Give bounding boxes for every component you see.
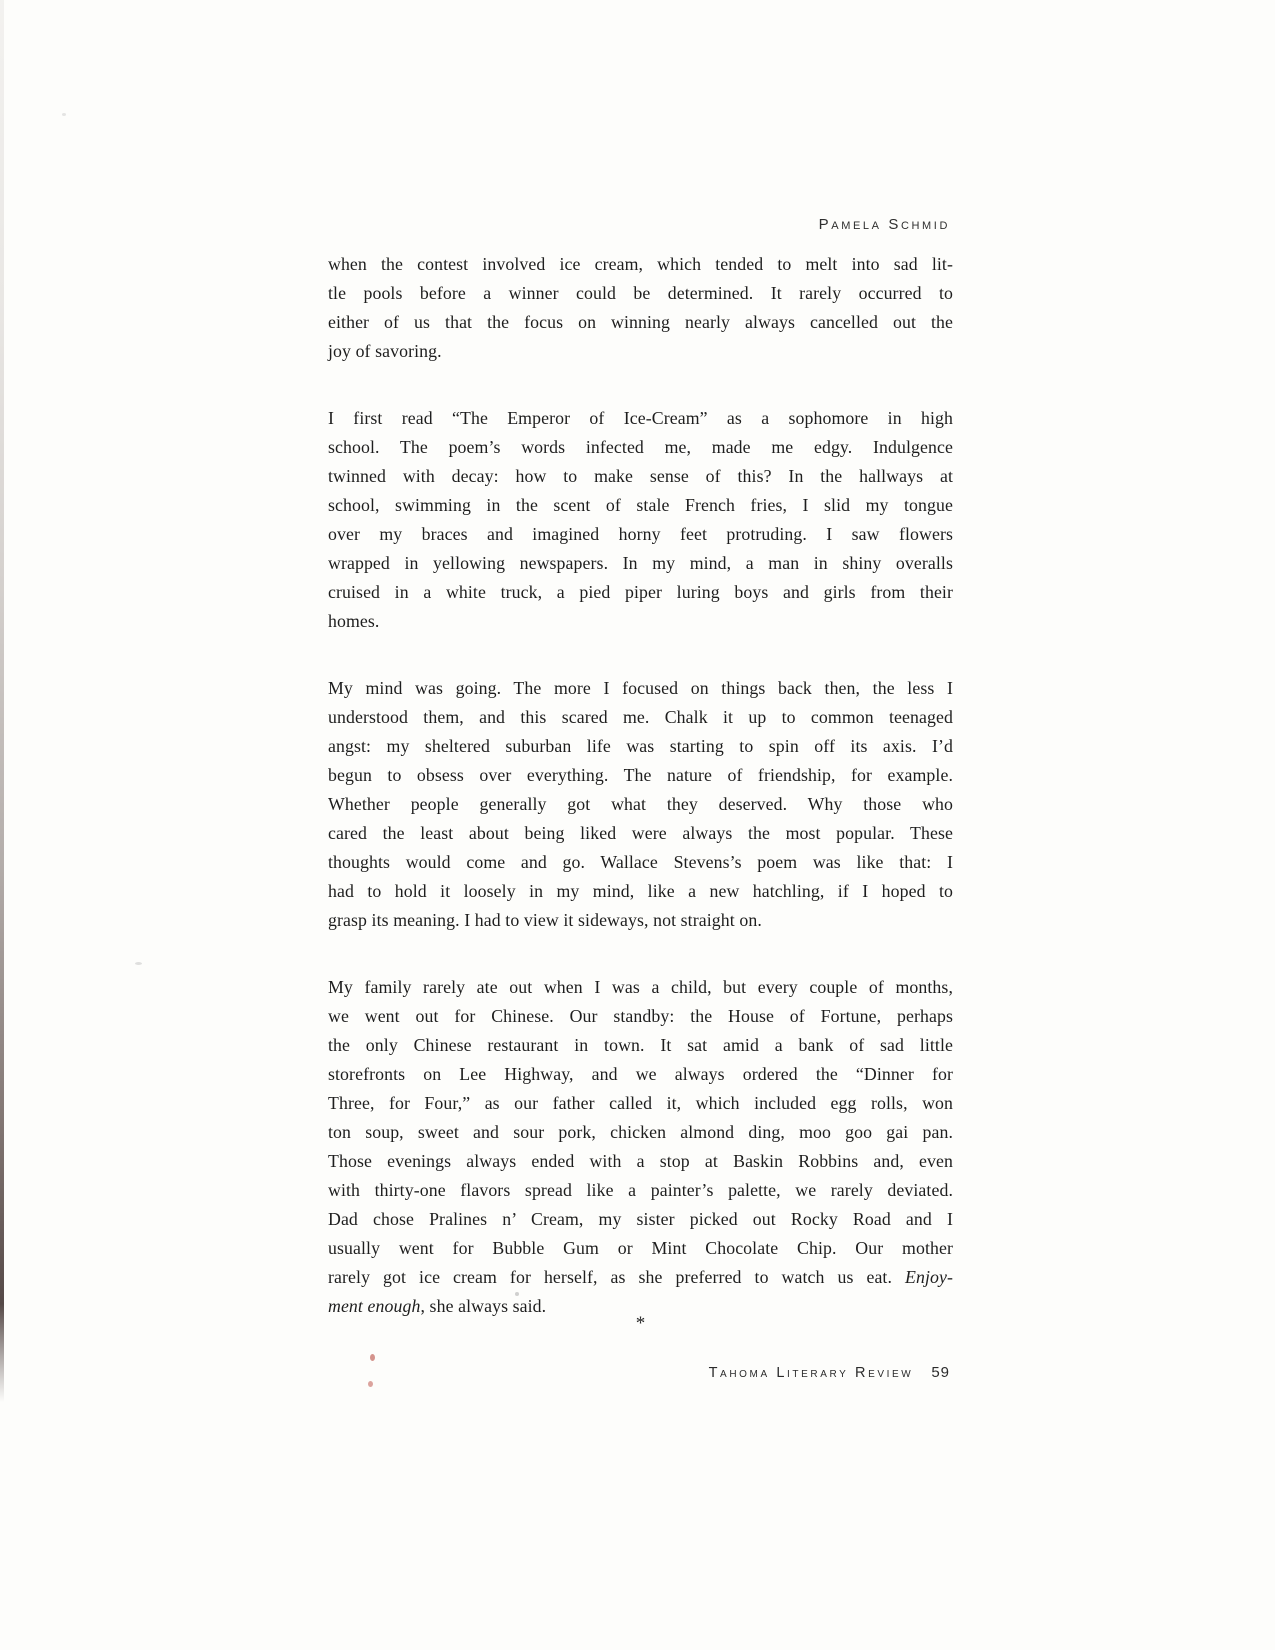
- scan-speck-gray: [515, 1292, 519, 1296]
- footer-journal-title: Tahoma Literary Review: [708, 1365, 914, 1381]
- text-line: cruised in a white truck, a pied piper luring boys and girls from their: [328, 582, 953, 602]
- essay-body: [328, 250, 953, 1338]
- text-line: understood them, and this scared me. Chalk it up to common teenaged: [328, 707, 953, 727]
- paragraph-container: [328, 250, 953, 1321]
- text-line: angst: my sheltered suburban life was starting to spin off its axis. I’d: [328, 736, 953, 756]
- scan-speck-red: [368, 1381, 373, 1387]
- text-line: school. The poem’s words infected me, made me edgy. Indulgence: [328, 437, 953, 457]
- footer-page-number: 59: [931, 1364, 950, 1381]
- text-line: twinned with decay: how to make sense of this? In the hallways at: [328, 466, 953, 486]
- scan-speck-gray: [62, 113, 66, 116]
- paragraph: [328, 674, 953, 935]
- text-line: with thirty-one flavors spread like a painter’s palette, we rarely deviated.: [328, 1180, 953, 1200]
- text-line: either of us that the focus on winning nearly always cancelled out the: [328, 312, 953, 332]
- running-footer: [709, 1364, 950, 1381]
- text-line: My mind was going. The more I focused on things back then, the less I: [328, 678, 953, 698]
- text-segment: , she always said.: [420, 1296, 547, 1316]
- text-line: ton soup, sweet and sour pork, chicken almond ding, moo goo gai pan.: [328, 1122, 953, 1142]
- text-line: homes.: [328, 611, 380, 631]
- italic-text-segment: Enjoy-: [905, 1267, 953, 1287]
- section-break-asterisk: *: [635, 1313, 646, 1334]
- text-line: we went out for Chinese. Our standby: the House of Fortune, perhaps: [328, 1006, 953, 1026]
- scan-speck-red: [370, 1354, 375, 1361]
- running-header-author: Pamela Schmid: [818, 216, 950, 233]
- paragraph: [328, 404, 953, 636]
- text-line: begun to obsess over everything. The nature of friendship, for example.: [328, 765, 953, 785]
- text-line: cared the least about being liked were always the most popular. These: [328, 823, 953, 843]
- text-line: usually went for Bubble Gum or Mint Chocolate Chip. Our mother: [328, 1238, 953, 1258]
- text-line: Three, for Four,” as our father called it, which included egg rolls, won: [328, 1093, 953, 1113]
- paragraph: [328, 250, 953, 366]
- text-line: the only Chinese restaurant in town. It sat amid a bank of sad little: [328, 1035, 953, 1055]
- text-line: over my braces and imagined horny feet protruding. I saw flowers: [328, 524, 953, 544]
- text-line: Dad chose Pralines n’ Cream, my sister picked out Rocky Road and I: [328, 1209, 953, 1229]
- text-line: had to hold it loosely in my mind, like a new hatchling, if I hoped to: [328, 881, 953, 901]
- paragraph: [328, 973, 953, 1321]
- text-line: wrapped in yellowing newspapers. In my mind, a man in shiny overalls: [328, 553, 953, 573]
- text-line: Those evenings always ended with a stop at Baskin Robbins and, even: [328, 1151, 953, 1171]
- text-line: I first read “The Emperor of Ice-Cream” as a sophomore in high: [328, 408, 953, 428]
- text-line: school, swimming in the scent of stale French fries, I slid my tongue: [328, 495, 953, 515]
- text-line: when the contest involved ice cream, which tended to melt into sad lit-: [328, 254, 953, 274]
- text-line: grasp its meaning. I had to view it sideways, not straight on.: [328, 910, 762, 930]
- scan-speck-gray: [135, 962, 142, 965]
- text-line: thoughts would come and go. Wallace Stevens’s poem was like that: I: [328, 852, 953, 872]
- text-line: My family rarely ate out when I was a child, but every couple of months,: [328, 977, 953, 997]
- left-edge-scan-artifact: [0, 0, 4, 1402]
- text-line: Whether people generally got what they deserved. Why those who: [328, 794, 953, 814]
- text-line: storefronts on Lee Highway, and we always ordered the “Dinner for: [328, 1064, 953, 1084]
- text-line: tle pools before a winner could be determined. It rarely occurred to: [328, 283, 953, 303]
- italic-text-segment: ment enough: [328, 1296, 421, 1316]
- text-line: [328, 1263, 953, 1292]
- text-segment: rarely got ice cream for herself, as she preferred to watch us eat.: [328, 1267, 905, 1287]
- text-line: joy of savoring.: [328, 341, 442, 361]
